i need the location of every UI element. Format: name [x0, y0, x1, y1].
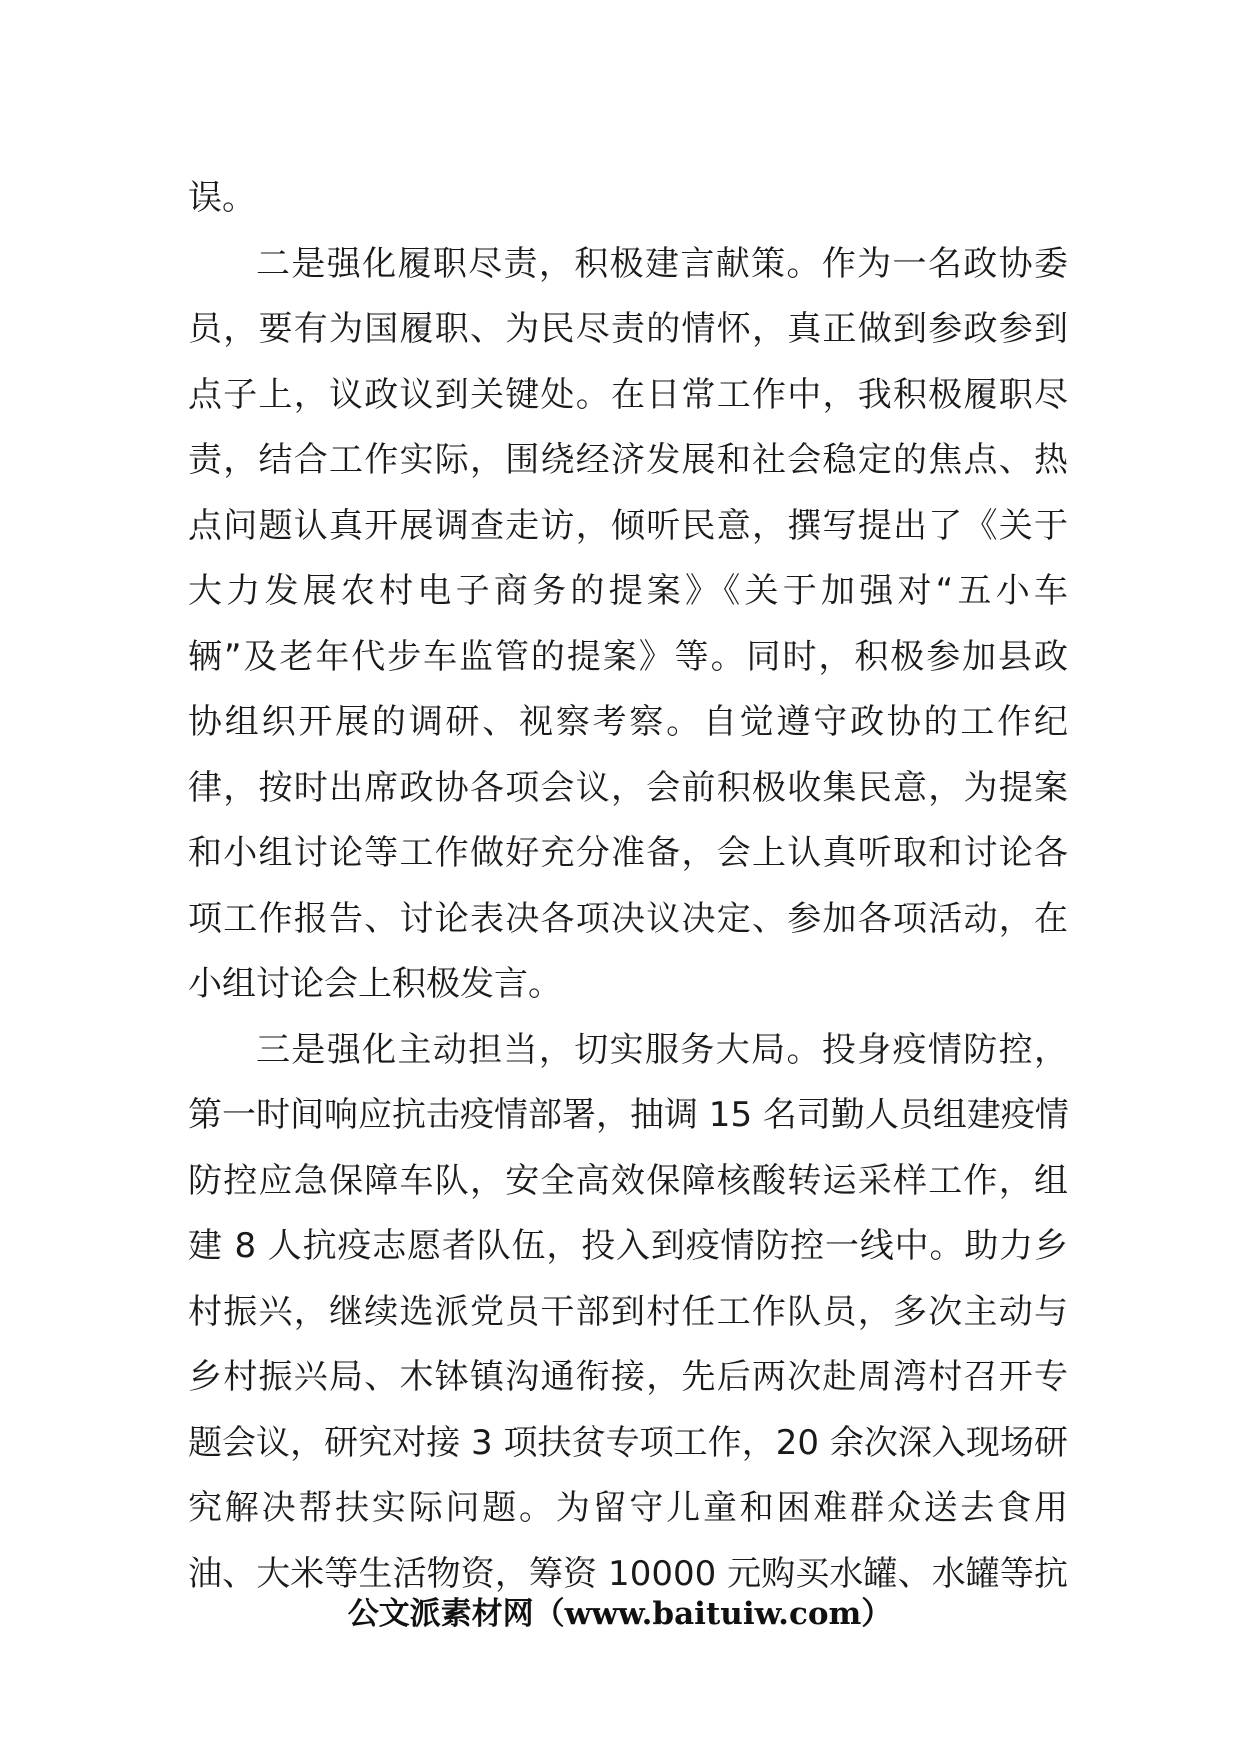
text-line: 点问题认真开展调查走访，倾听民意，撰写提出了《关于: [188, 505, 1068, 546]
footer-watermark: 公文派素材网（www.baituiw.com）: [347, 1596, 893, 1632]
text-line: 村振兴，继续选派党员干部到村任工作队员，多次主动与: [188, 1291, 1068, 1332]
text-line: 大力发展农村电子商务的提案》《关于加强对“五小车: [188, 571, 1068, 611]
text-line: 律，按时出席政协各项会议，会前积极收集民意，为提案: [188, 767, 1068, 808]
text-line: 小组讨论会上积极发言。: [188, 964, 562, 1004]
text-line: 员，要有为国履职、为民尽责的情怀，真正做到参政参到: [188, 309, 1068, 349]
text-line: 和小组讨论等工作做好充分准备，会上认真听取和讨论各: [188, 833, 1068, 873]
text-line: 项工作报告、讨论表决各项决议决定、参加各项活动，在: [188, 898, 1068, 939]
text-line: 油、大米等生活物资，筹资 10000 元购买水罐、水罐等抗: [188, 1553, 1068, 1594]
document-body: [188, 166, 1068, 1607]
text-line: 误。: [188, 178, 256, 218]
text-line: 第一时间响应抗击疫情部署，抽调 15 名司勤人员组建疫情: [188, 1095, 1069, 1135]
text-line: 点子上，议政议到关键处。在日常工作中，我积极履职尽: [188, 374, 1068, 415]
text-line: 二是强化履职尽责，积极建言献策。作为一名政协委: [256, 243, 1068, 284]
text-line: 究解决帮扶实际问题。为留守儿童和困难群众送去食用: [188, 1488, 1068, 1528]
text-line: 乡村振兴局、木钵镇沟通衔接，先后两次赴周湾村召开专: [188, 1357, 1068, 1397]
text-line: 责，结合工作实际，围绕经济发展和社会稳定的焦点、热: [188, 440, 1068, 480]
text-line: 建 8 人抗疫志愿者队伍，投入到疫情防控一线中。助力乡: [188, 1226, 1068, 1266]
text-line: 协组织开展的调研、视察考察。自觉遵守政协的工作纪: [188, 702, 1068, 742]
text-line: 辆”及老年代步车监管的提案》等。同时，积极参加县政: [188, 636, 1068, 677]
text-line: 三是强化主动担当，切实服务大局。投身疫情防控，: [256, 1029, 1068, 1070]
text-line: 题会议，研究对接 3 项扶贫专项工作，20 余次深入现场研: [188, 1422, 1068, 1463]
text-line: 防控应急保障车队，安全高效保障核酸转运采样工作，组: [188, 1160, 1068, 1201]
